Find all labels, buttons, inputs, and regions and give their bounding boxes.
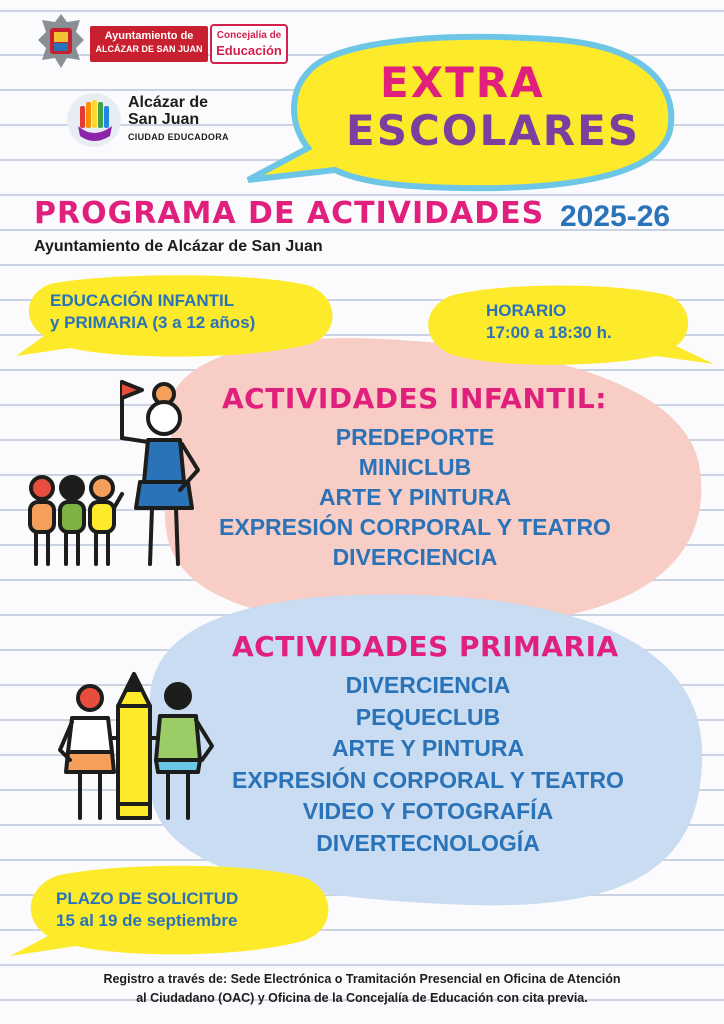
primaria-title: ACTIVIDADES PRIMARIA <box>232 630 619 663</box>
schedule-text <box>486 300 612 344</box>
extra-title-line2: ESCOLARES <box>346 106 641 155</box>
primaria-activity-1: DIVERCIENCIA <box>345 672 511 698</box>
concejalia-logo-line2: Educación <box>216 43 282 58</box>
infantil-activity-5: DIVERCIENCIA <box>332 544 498 570</box>
infantil-activity-4: EXPRESIÓN CORPORAL Y TEATRO <box>219 514 611 540</box>
infantil-activity-list <box>180 422 650 572</box>
city-name-line1: Alcázar de <box>128 94 209 111</box>
ayuntamiento-logo <box>90 26 208 62</box>
infantil-activity-1: PREDEPORTE <box>335 424 495 450</box>
primaria-activity-list <box>196 670 660 859</box>
primaria-activity-4: EXPRESIÓN CORPORAL Y TEATRO <box>232 766 624 793</box>
registration-footer <box>20 970 704 1008</box>
concejalia-logo-line1: Concejalía de <box>216 30 282 41</box>
education-level-line2: y PRIMARIA (3 a 12 años) <box>50 313 256 332</box>
deadline-text <box>56 888 238 932</box>
coat-of-arms-icon <box>36 12 86 78</box>
city-tagline: CIUDAD EDUCADORA <box>128 132 229 142</box>
education-level-text <box>50 290 255 334</box>
primaria-activity-3: ARTE Y PINTURA <box>331 735 525 761</box>
program-title: PROGRAMA DE ACTIVIDADES <box>34 196 545 231</box>
infantil-activity-2: MINICLUB <box>358 454 472 480</box>
ayuntamiento-logo-line1: Ayuntamiento de <box>104 30 194 42</box>
footer-line2: al Ciudadano (OAC) y Oficina de la Concejalía de Educación con cita previa. <box>136 991 588 1005</box>
ciudad-educadora-icon <box>66 92 122 148</box>
schedule-label: HORARIO <box>486 301 567 320</box>
extra-title-line1: EXTRA <box>380 58 545 107</box>
infantil-title: ACTIVIDADES INFANTIL: <box>222 382 607 415</box>
infantil-activity-3: ARTE Y PINTURA <box>318 484 512 510</box>
ayuntamiento-logo-line2: ALCÁZAR DE SAN JUAN <box>95 44 203 54</box>
city-name <box>128 94 208 128</box>
primaria-activity-5: VIDEO Y FOTOGRAFÍA <box>302 798 554 824</box>
schedule-time: 17:00 a 18:30 h. <box>486 323 612 342</box>
city-name-line2: San Juan <box>128 111 200 128</box>
program-year: 2025-26 <box>560 200 671 233</box>
education-level-line1: EDUCACIÓN INFANTIL <box>50 291 235 310</box>
deadline-label: PLAZO DE SOLICITUD <box>56 889 239 908</box>
primaria-activity-2: PEQUECLUB <box>355 703 501 730</box>
footer-line1: Registro a través de: Sede Electrónica o Tramitación Presencial en Oficina de Atención <box>103 972 621 986</box>
deadline-dates: 15 al 19 de septiembre <box>56 911 238 930</box>
program-subtitle: Ayuntamiento de Alcázar de San Juan <box>34 238 323 255</box>
primaria-activity-6: DIVERTECNOLOGÍA <box>316 829 540 856</box>
